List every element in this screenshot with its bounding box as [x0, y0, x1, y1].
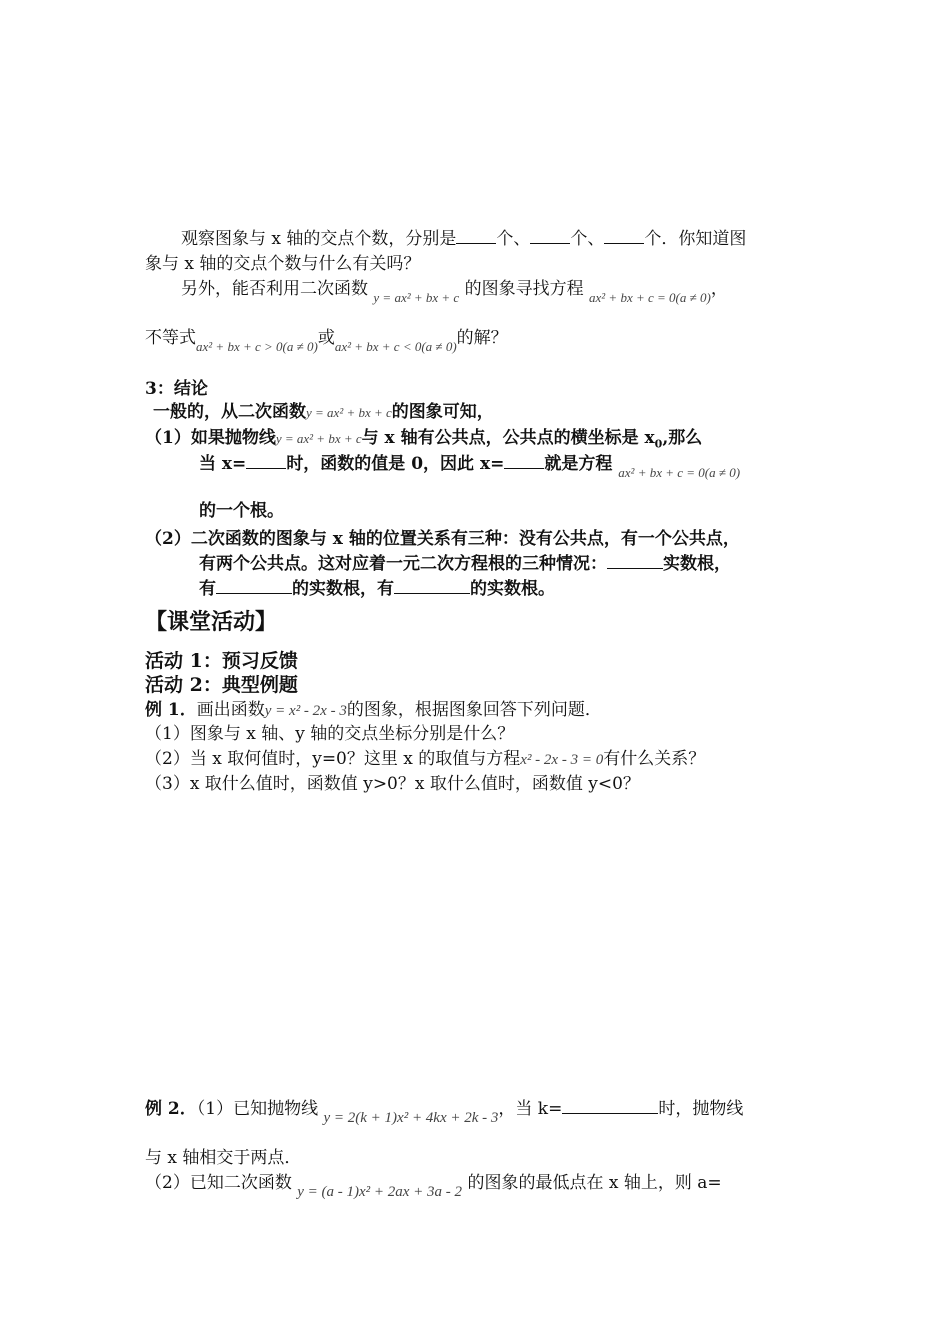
intro-text: 个．你知道图: [644, 229, 747, 249]
example-2-line-2: 与 x 轴相交于两点．: [145, 1148, 302, 1168]
subscript: 0: [654, 437, 663, 451]
conclusion-text: 实数根，: [663, 554, 731, 574]
conclusion-text: 有两个公共点。这对应着一元二次方程根的三种情况：: [199, 554, 607, 574]
formula: ax² + bx + c < 0(a ≠ 0): [334, 339, 457, 354]
example-text: 时，抛物线: [658, 1099, 744, 1119]
intro-text: 个、: [496, 229, 531, 249]
example-text: ，当 k=: [498, 1099, 563, 1119]
conclusion-text: 的实数根，有: [292, 579, 394, 599]
example-label: 例 2．: [145, 1099, 197, 1119]
example-label: 例 1．: [145, 700, 197, 720]
answer-blank[interactable]: [607, 551, 663, 569]
conclusion-text: 当 x=: [199, 454, 247, 474]
conclusion-text: 的实数根。: [470, 579, 555, 599]
conclusion-title: 3：结论: [145, 379, 208, 399]
intro-line-2: [145, 252, 420, 276]
conclusion-item-2-cont: [199, 551, 731, 576]
example-text: （2）已知二次函数: [145, 1173, 292, 1193]
conclusion-item-1-end: [199, 499, 284, 523]
example-1-q2: [145, 747, 705, 772]
answer-blank[interactable]: [504, 451, 544, 469]
intro-line-3: [181, 277, 728, 305]
conclusion-text: 的图象可知，: [391, 402, 494, 422]
example-text: 有什么关系？: [603, 749, 706, 769]
intro-line-4: [145, 326, 508, 354]
item-number: （1）: [145, 428, 191, 448]
formula: y = (a - 1)x² + 2ax + 3a - 2: [297, 1184, 463, 1200]
example-2-line-1: [145, 1096, 744, 1126]
activity-2-title: 活动 2：典型例题: [145, 674, 298, 696]
answer-blank[interactable]: [246, 451, 286, 469]
conclusion-item-2-end: [199, 576, 555, 601]
conclusion-text: 时，函数的值是 0，因此 x=: [286, 454, 505, 474]
formula: ax² + bx + c = 0(a ≠ 0): [618, 465, 741, 480]
answer-blank[interactable]: [604, 226, 644, 244]
formula: y = x² - 2x - 3: [264, 703, 347, 719]
answer-blank[interactable]: [530, 226, 570, 244]
activity-1-title: 活动 1：预习反馈: [145, 650, 298, 672]
conclusion-line-1: [153, 400, 494, 425]
conclusion-text: 二次函数的图象与 x 轴的位置关系有三种：没有公共点，有一个公共点，: [190, 529, 740, 549]
formula: y = ax² + bx + c: [275, 431, 362, 446]
conclusion-text: ,那么: [662, 428, 703, 448]
example-text: 的图象的最低点在 x 轴上，则 a=: [467, 1173, 722, 1193]
intro-text: 另外，能否利用二次函数: [181, 279, 368, 299]
conclusion-text: 有: [199, 579, 216, 599]
formula: y = ax² + bx + c: [306, 405, 392, 420]
conclusion-item-1-cont: [199, 451, 741, 480]
example-text: 的图象，根据图象回答下列问题．: [346, 700, 602, 720]
example-text: （2）当 x 取何值时，y=0？这里 x 的取值与方程: [145, 749, 521, 769]
section-title: 【课堂活动】: [145, 609, 278, 635]
intro-text: 的图象寻找方程: [464, 279, 584, 299]
formula: x² - 2x - 3 = 0: [520, 752, 604, 768]
intro-text: 的解？: [456, 328, 508, 348]
intro-text: 不等式: [145, 328, 196, 348]
formula: ax² + bx + c = 0(a ≠ 0): [589, 290, 711, 305]
answer-blank[interactable]: [562, 1096, 658, 1114]
conclusion-text: 如果抛物线: [190, 428, 276, 448]
intro-text: 或: [317, 328, 335, 348]
example-1-q1: （1）图象与 x 轴、y 轴的交点坐标分别是什么？: [145, 724, 515, 744]
conclusion-item-2: [145, 527, 740, 551]
intro-text: 个、: [570, 229, 605, 249]
item-number: （2）: [145, 529, 191, 549]
conclusion-text: 与 x 轴有公共点，公共点的横坐标是 x: [361, 428, 655, 448]
formula: y = ax² + bx + c: [373, 290, 460, 305]
intro-text: 观察图象与 x 轴的交点个数，分别是: [181, 229, 457, 249]
example-1-line: [145, 698, 602, 723]
intro-text: ，: [710, 279, 728, 299]
example-text: （1）已知抛物线: [196, 1099, 319, 1119]
formula: ax² + bx + c > 0(a ≠ 0): [196, 339, 318, 354]
conclusion-text: 一般的，从二次函数: [153, 402, 306, 422]
example-2-line-3: [145, 1171, 722, 1200]
answer-blank[interactable]: [394, 576, 470, 594]
answer-blank[interactable]: [456, 226, 496, 244]
conclusion-text: 就是方程: [544, 454, 613, 474]
intro-text: 象与 x 轴的交点个数与什么有关吗？: [145, 254, 421, 274]
answer-blank[interactable]: [216, 576, 292, 594]
example-text: 画出函数: [196, 700, 265, 720]
conclusion-text: 的一个根。: [199, 501, 284, 521]
example-1-q3: （3）x 取什么值时，函数值 y>0？x 取什么值时，函数值 y<0？: [145, 774, 640, 794]
intro-line-1: [181, 226, 746, 251]
formula: y = 2(k + 1)x² + 4kx + 2k - 3: [323, 1110, 499, 1126]
